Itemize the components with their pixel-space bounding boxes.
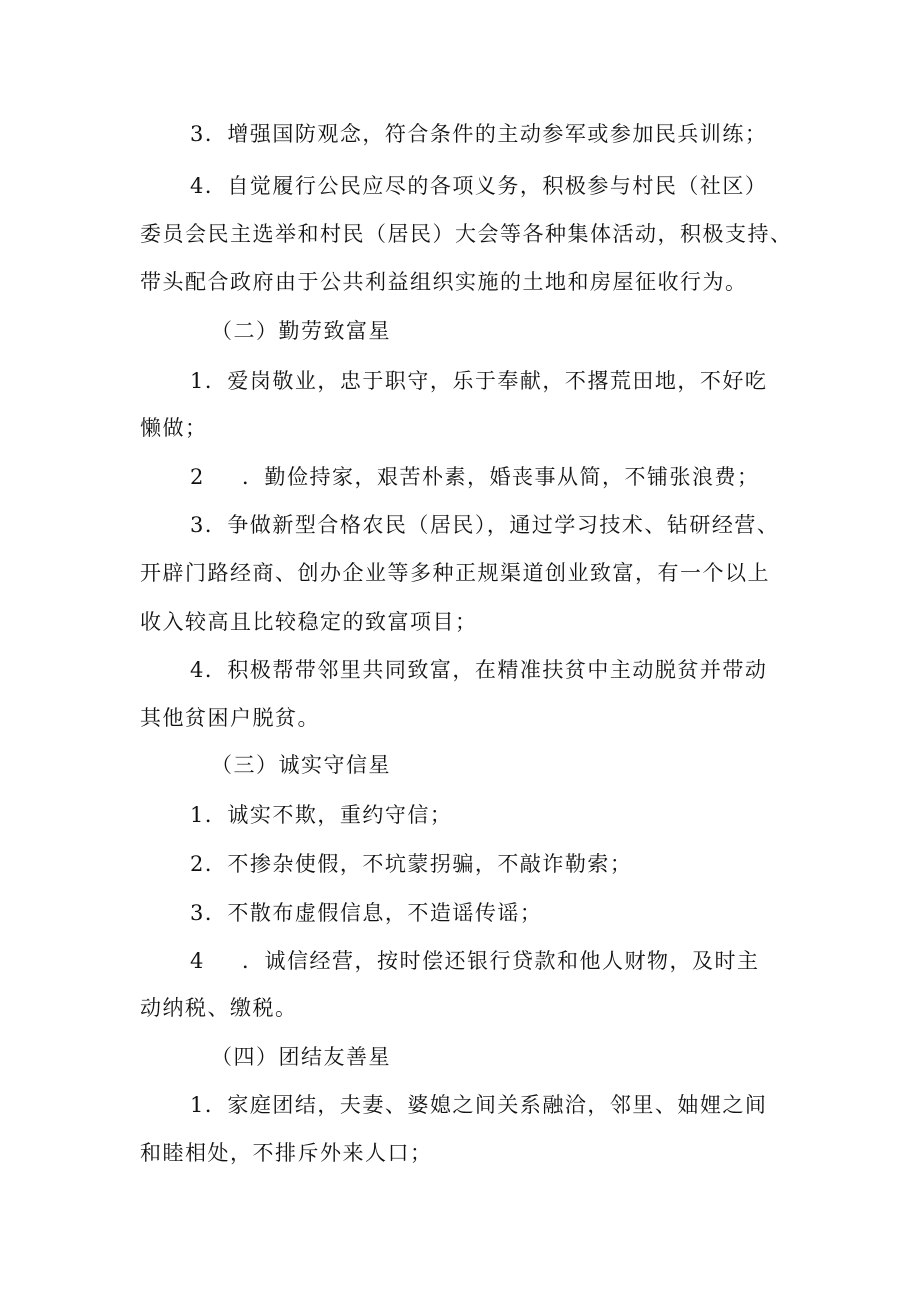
paragraph-line: 其他贫困户脱贫。	[140, 706, 320, 730]
paragraph-line: 收入较高且比较稳定的致富项目；	[140, 610, 478, 634]
paragraph-line: 4．积极帮带邻里共同致富，在精准扶贫中主动脱贫并带动	[190, 658, 768, 682]
item-text: ．勤俭持家，艰苦朴素，婚丧事从简，不铺张浪费；	[242, 465, 760, 489]
section-heading: （二）勤劳致富星	[211, 319, 391, 343]
paragraph-line: 和睦相处，不排斥外来人口；	[140, 1141, 433, 1165]
paragraph-line: 懒做；	[140, 416, 208, 440]
paragraph-line: 1．爱岗敬业，忠于职守，乐于奉献，不撂荒田地，不好吃	[190, 369, 768, 393]
paragraph-line: 3．争做新型合格农民（居民），通过学习技术、钻研经营、	[190, 513, 780, 537]
paragraph-line: 3．增强国防观念，符合条件的主动参军或参加民兵训练；	[190, 122, 768, 146]
paragraph-line: 带头配合政府由于公共利益组织实施的土地和房屋征收行为。	[140, 270, 748, 294]
paragraph-line: 委员会民主选举和村民（居民）大会等各种集体活动，积极支持、	[140, 222, 793, 246]
item-number: 2	[190, 465, 205, 489]
section-heading: （四）团结友善星	[211, 1045, 391, 1069]
paragraph-line	[190, 465, 760, 489]
paragraph-line: 动纳税、缴税。	[140, 996, 298, 1020]
paragraph-line: 1．家庭团结，夫妻、婆媳之间关系融洽，邻里、妯娌之间	[190, 1093, 768, 1117]
paragraph-line: 4．自觉履行公民应尽的各项义务，积极参与村民（社区）	[190, 174, 768, 198]
item-text: ．诚信经营，按时偿还银行贷款和他人财物，及时主	[242, 949, 760, 973]
paragraph-line: 开辟门路经商、创办企业等多种正规渠道创业致富，有一个以上	[140, 561, 770, 585]
item-number: 4	[190, 949, 205, 973]
paragraph-line: 3．不散布虚假信息，不造谣传谣；	[190, 901, 543, 925]
paragraph-line: 2．不掺杂使假，不坑蒙拐骗，不敲诈勒索；	[190, 852, 633, 876]
paragraph-line: 1．诚实不欺，重约守信；	[190, 803, 453, 827]
section-heading: （三）诚实守信星	[211, 753, 391, 777]
paragraph-line	[190, 949, 760, 973]
